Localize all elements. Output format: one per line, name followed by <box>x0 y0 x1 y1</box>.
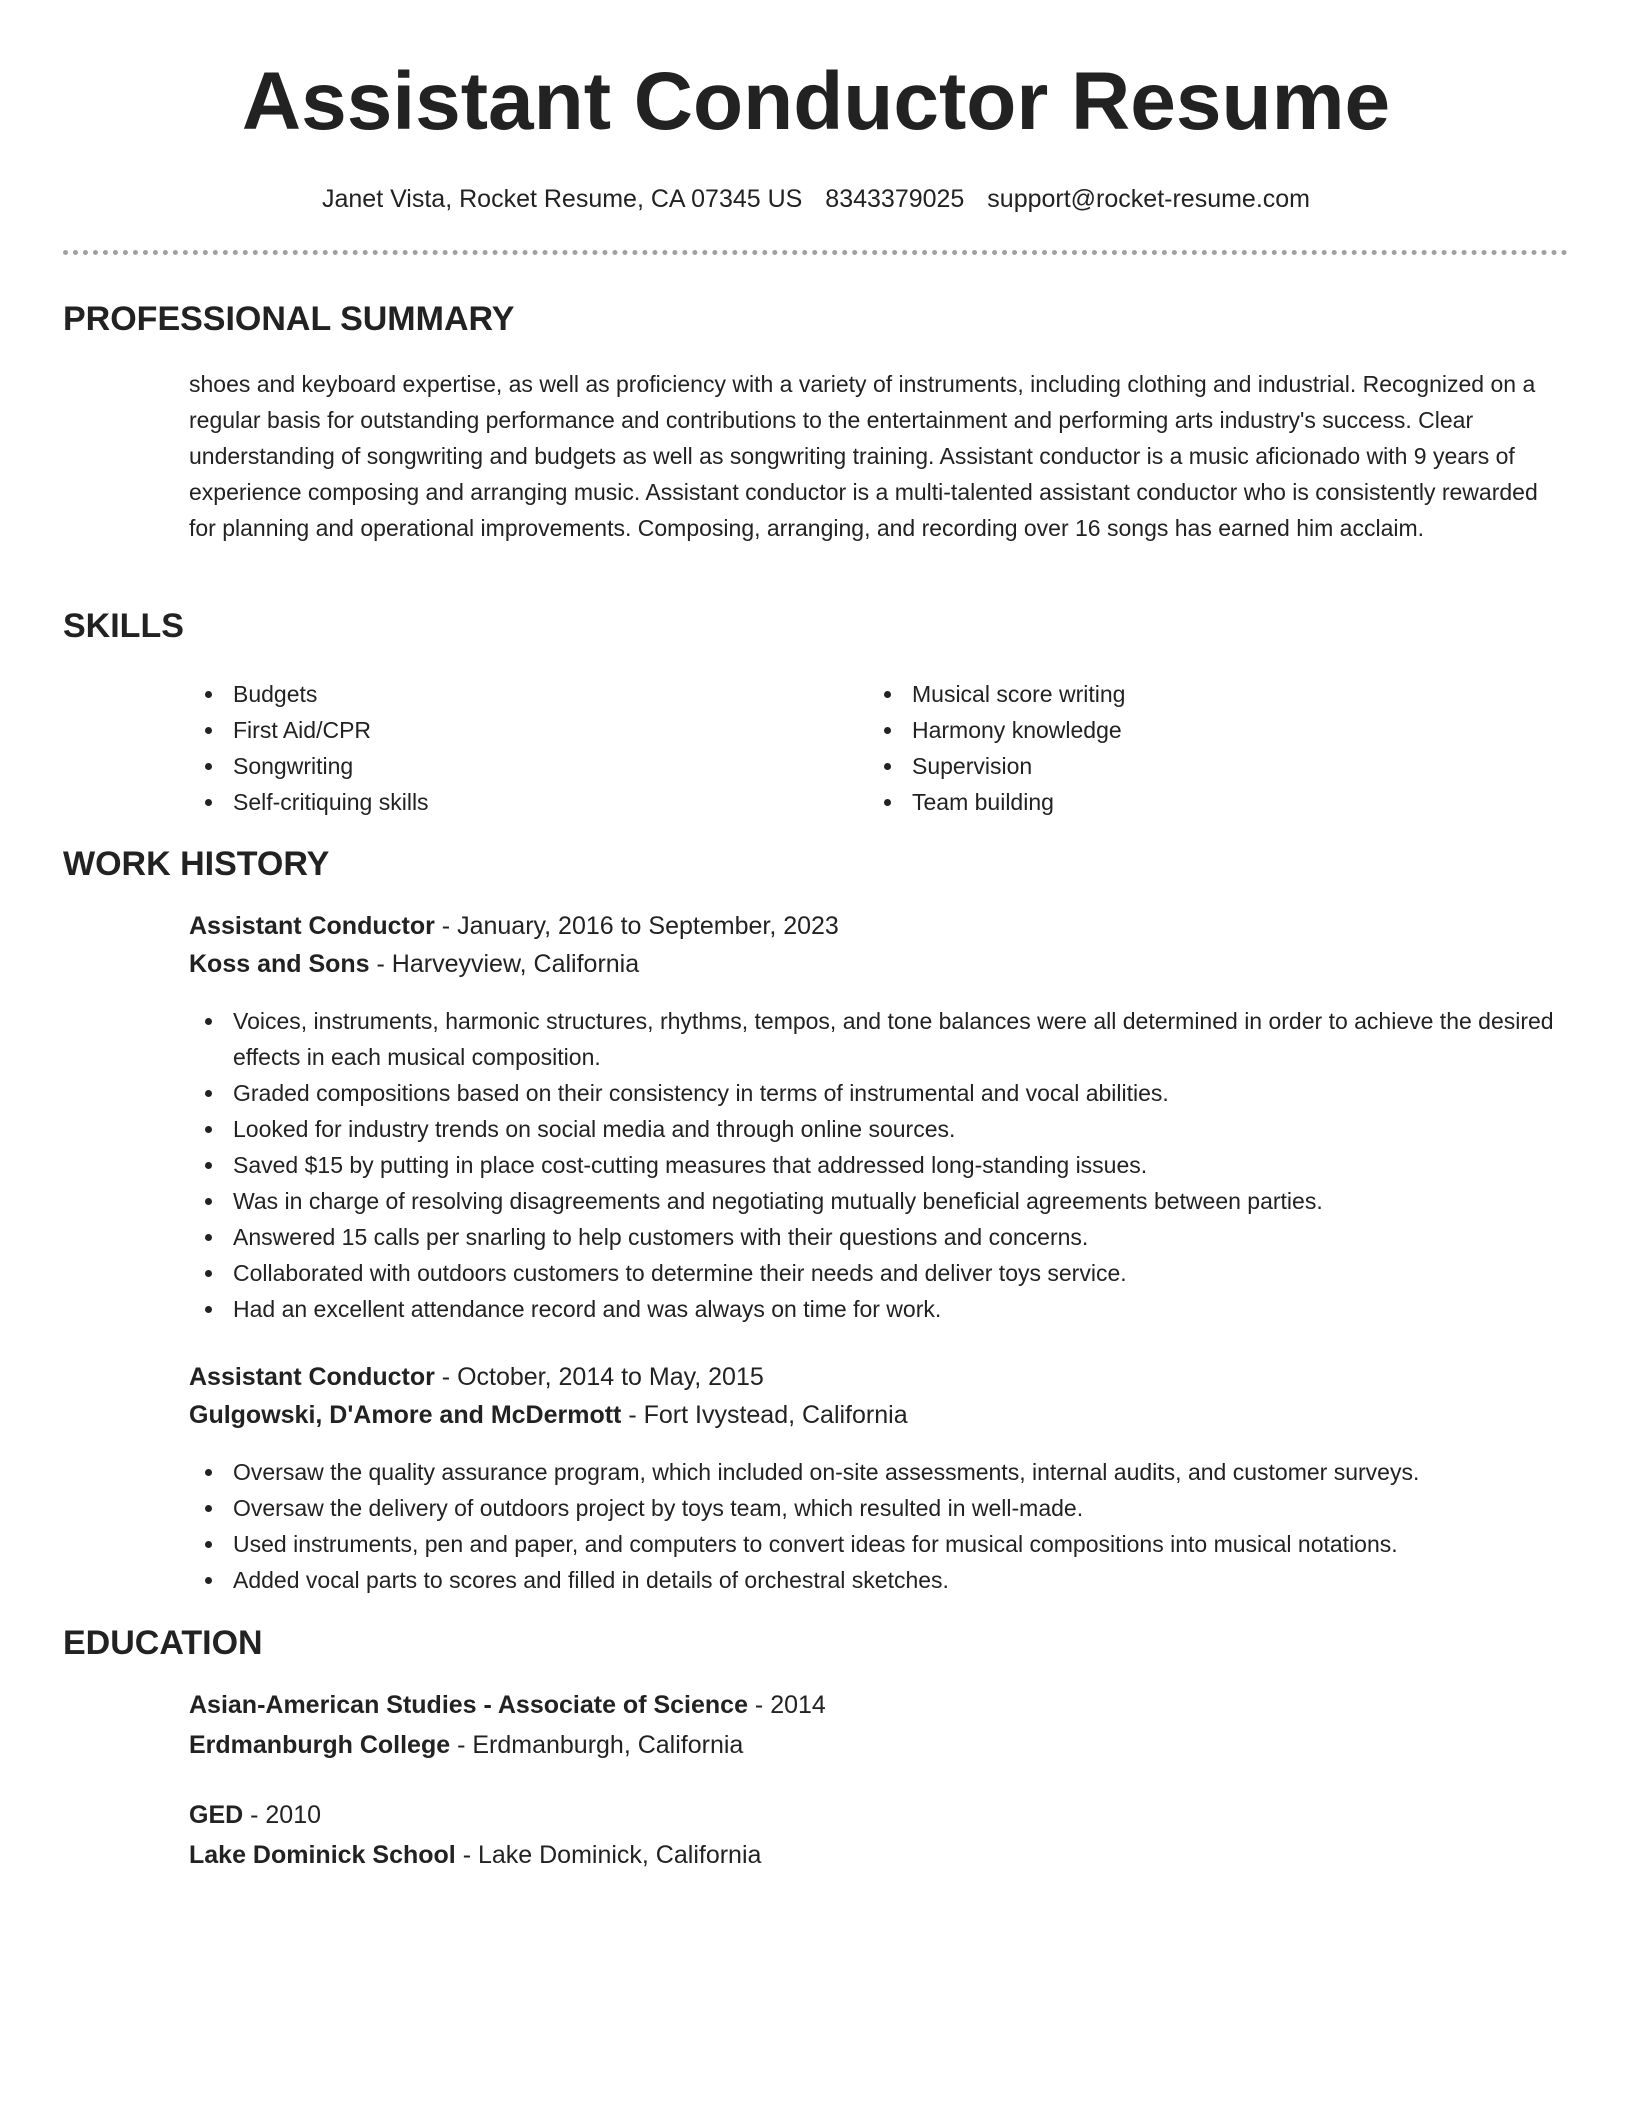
skills-heading: SKILLS <box>63 607 184 645</box>
job-title: Assistant Conductor <box>189 1363 435 1391</box>
education-year: - 2014 <box>747 1691 826 1719</box>
work-heading: WORK HISTORY <box>63 845 330 883</box>
job-title-line <box>189 1358 764 1396</box>
job-bullets <box>189 1454 1569 1598</box>
resume-title: Assistant Conductor Resume <box>241 56 1391 147</box>
education-degree: GED <box>189 1801 244 1829</box>
job-dates: - January, 2016 to September, 2023 <box>434 912 839 940</box>
education-location: - Lake Dominick, California <box>455 1841 762 1869</box>
job-title: Assistant Conductor <box>189 912 435 940</box>
education-school: Erdmanburgh College <box>189 1731 451 1759</box>
education-year: - 2010 <box>243 1801 322 1829</box>
contact-line <box>0 182 1632 216</box>
education-school-line <box>189 1726 743 1764</box>
contact-phone: 8343379025 <box>825 185 965 213</box>
education-heading: EDUCATION <box>63 1624 263 1662</box>
header-divider <box>63 250 1568 255</box>
summary-heading: PROFESSIONAL SUMMARY <box>63 300 515 338</box>
job-company: Gulgowski, D'Amore and McDermott <box>189 1401 622 1429</box>
job-bullet: Had an excellent attendance record and was always on time for work. <box>189 1291 1569 1327</box>
education-degree: Asian-American Studies - Associate of Science <box>189 1691 748 1719</box>
job-location: - Fort Ivystead, California <box>621 1401 908 1429</box>
job-bullet: Added vocal parts to scores and filled in details of orchestral sketches. <box>189 1562 1569 1598</box>
summary-text: shoes and keyboard expertise, as well as proficiency with a variety of instruments, including clothing and industrial. Recognized on a regular basis for outstanding performance and contributions to the entertainment and performing arts industry's success. Clear understanding of songwriting and budgets as well as songwriting training. Assistant conductor is a music aficionado with 9 years of experience composing and arranging music. Assistant conductor is a multi-talented assistant conductor who is consistently rewarded for planning and operational improvements. Composing, arranging, and recording over 16 songs has earned him acclaim. <box>189 371 1538 541</box>
job-title-line <box>189 907 839 945</box>
job-company: Koss and Sons <box>189 950 370 978</box>
education-degree-line <box>189 1796 321 1834</box>
skill-item: Self-critiquing skills <box>189 784 829 820</box>
skill-item: Harmony knowledge <box>868 712 1508 748</box>
job-location: - Harveyview, California <box>369 950 640 978</box>
contact-address: Janet Vista, Rocket Resume, CA 07345 US <box>321 185 803 213</box>
job-bullet: Used instruments, pen and paper, and computers to convert ideas for musical compositions into musical notations. <box>189 1526 1569 1562</box>
skills-list-left <box>189 676 829 820</box>
job-bullet: Answered 15 calls per snarling to help customers with their questions and concerns. <box>189 1219 1569 1255</box>
education-school-line <box>189 1836 761 1874</box>
job-bullet: Looked for industry trends on social media and through online sources. <box>189 1111 1569 1147</box>
job-bullet: Was in charge of resolving disagreements and negotiating mutually beneficial agreements between parties. <box>189 1183 1569 1219</box>
skill-item: Team building <box>868 784 1508 820</box>
skill-item: Songwriting <box>189 748 829 784</box>
skill-item: Supervision <box>868 748 1508 784</box>
job-bullet: Saved $15 by putting in place cost-cutting measures that addressed long-standing issues. <box>189 1147 1569 1183</box>
education-degree-line <box>189 1686 826 1724</box>
job-bullet: Oversaw the quality assurance program, which included on-site assessments, internal audits, and customer surveys. <box>189 1454 1569 1490</box>
job-company-line <box>189 1396 908 1434</box>
job-bullets <box>189 1003 1569 1327</box>
contact-email: support@rocket-resume.com <box>987 185 1311 213</box>
job-bullet: Graded compositions based on their consistency in terms of instrumental and vocal abilities. <box>189 1075 1569 1111</box>
education-school: Lake Dominick School <box>189 1841 456 1869</box>
job-bullet: Oversaw the delivery of outdoors project by toys team, which resulted in well-made. <box>189 1490 1569 1526</box>
job-bullet: Collaborated with outdoors customers to determine their needs and deliver toys service. <box>189 1255 1569 1291</box>
skill-item: Budgets <box>189 676 829 712</box>
job-bullet: Voices, instruments, harmonic structures, rhythms, tempos, and tone balances were all determined in order to achieve the desired effects in each musical composition. <box>189 1003 1569 1075</box>
skills-list-right <box>868 676 1508 820</box>
job-dates: - October, 2014 to May, 2015 <box>434 1363 764 1391</box>
skill-item: First Aid/CPR <box>189 712 829 748</box>
education-location: - Erdmanburgh, California <box>450 1731 744 1759</box>
job-company-line <box>189 945 639 983</box>
skill-item: Musical score writing <box>868 676 1508 712</box>
